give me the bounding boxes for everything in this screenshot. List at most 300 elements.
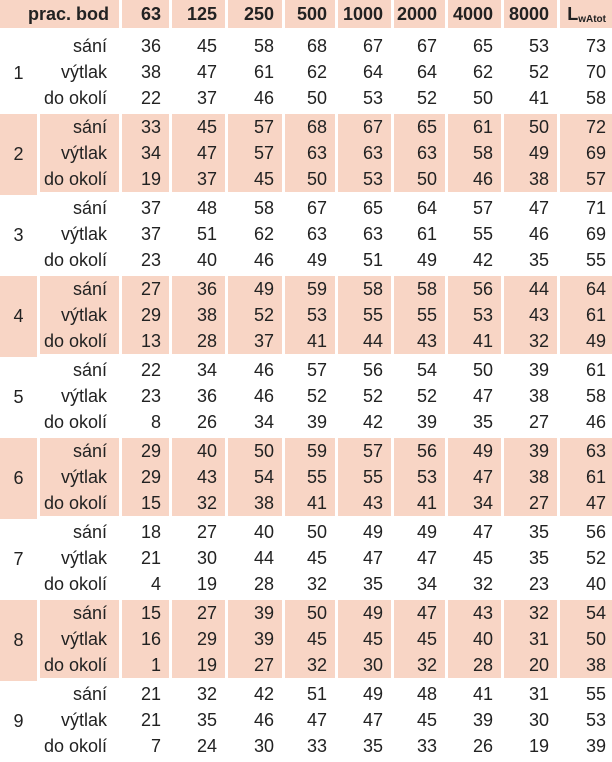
level-cell: 45 bbox=[394, 707, 448, 733]
level-cell: 43 bbox=[394, 328, 448, 357]
level-cell: 22 bbox=[122, 357, 172, 383]
row-label-intake: sání bbox=[40, 519, 122, 545]
level-cell: 42 bbox=[338, 409, 394, 438]
level-cell: 52 bbox=[394, 383, 448, 409]
level-cell: 58 bbox=[448, 140, 504, 166]
row-label-discharge: výtlak bbox=[40, 626, 122, 652]
level-cell: 43 bbox=[504, 302, 560, 328]
table-row bbox=[0, 571, 612, 600]
level-cell: 48 bbox=[172, 195, 228, 221]
row-label-ambient: do okolí bbox=[40, 85, 122, 114]
level-cell: 27 bbox=[504, 409, 560, 438]
level-cell: 64 bbox=[338, 59, 394, 85]
level-cell: 23 bbox=[122, 247, 172, 276]
level-cell: 39 bbox=[228, 626, 285, 652]
level-cell: 35 bbox=[504, 247, 560, 276]
level-cell: 58 bbox=[228, 33, 285, 59]
row-label-discharge: výtlak bbox=[40, 140, 122, 166]
total-level-cell: 73 bbox=[585, 35, 606, 56]
level-cell: 51 bbox=[172, 221, 228, 247]
row-label-discharge: výtlak bbox=[40, 707, 122, 733]
work-point-number: 2 bbox=[0, 114, 40, 195]
header-freq-250: 250 bbox=[228, 0, 285, 33]
level-cell: 29 bbox=[122, 464, 172, 490]
level-cell: 45 bbox=[338, 626, 394, 652]
level-cell: 36 bbox=[172, 276, 228, 302]
level-cell: 29 bbox=[122, 302, 172, 328]
total-level-cell: 70 bbox=[585, 61, 606, 82]
level-cell: 41 bbox=[285, 328, 338, 357]
level-cell: 53 bbox=[448, 302, 504, 328]
level-cell: 29 bbox=[172, 626, 228, 652]
header-freq-4000: 4000 bbox=[448, 0, 504, 33]
level-cell: 22 bbox=[122, 85, 172, 114]
level-cell: 49 bbox=[338, 681, 394, 707]
level-cell: 19 bbox=[172, 652, 228, 681]
row-label-discharge: výtlak bbox=[40, 545, 122, 571]
level-cell: 38 bbox=[172, 302, 228, 328]
row-label-intake: sání bbox=[40, 357, 122, 383]
level-cell: 63 bbox=[338, 221, 394, 247]
level-cell: 32 bbox=[285, 652, 338, 681]
work-point-number: 9 bbox=[0, 681, 40, 762]
table-row bbox=[0, 357, 612, 383]
row-label-intake: sání bbox=[40, 114, 122, 140]
level-cell: 47 bbox=[338, 545, 394, 571]
total-level-cell: 50 bbox=[560, 626, 612, 652]
level-cell: 59 bbox=[285, 276, 338, 302]
level-cell: 53 bbox=[338, 166, 394, 195]
level-cell: 40 bbox=[228, 519, 285, 545]
level-cell: 65 bbox=[448, 33, 504, 59]
level-cell: 50 bbox=[228, 438, 285, 464]
level-cell: 33 bbox=[122, 114, 172, 140]
level-cell: 50 bbox=[394, 166, 448, 195]
table-row bbox=[0, 221, 612, 247]
level-cell: 57 bbox=[228, 140, 285, 166]
level-cell: 34 bbox=[228, 409, 285, 438]
level-cell: 47 bbox=[448, 519, 504, 545]
level-cell: 53 bbox=[338, 85, 394, 114]
level-cell: 61 bbox=[448, 114, 504, 140]
level-cell: 39 bbox=[504, 438, 560, 464]
table-row bbox=[0, 545, 612, 571]
total-level-cell: 61 bbox=[560, 302, 612, 328]
level-cell: 41 bbox=[285, 490, 338, 519]
total-level-cell: 47 bbox=[560, 490, 612, 519]
row-label-discharge: výtlak bbox=[40, 221, 122, 247]
total-level-cell: 57 bbox=[560, 166, 612, 195]
row-label-discharge: výtlak bbox=[40, 59, 122, 85]
level-cell: 45 bbox=[172, 33, 228, 59]
work-point-number: 1 bbox=[0, 33, 40, 114]
level-cell: 34 bbox=[172, 357, 228, 383]
level-cell: 49 bbox=[448, 438, 504, 464]
level-cell: 26 bbox=[448, 733, 504, 762]
level-cell: 52 bbox=[285, 383, 338, 409]
level-cell: 33 bbox=[394, 733, 448, 762]
level-cell: 46 bbox=[504, 221, 560, 247]
table-header bbox=[0, 0, 612, 33]
level-cell: 46 bbox=[228, 357, 285, 383]
row-label-discharge: výtlak bbox=[40, 464, 122, 490]
row-label-ambient: do okolí bbox=[40, 571, 122, 600]
level-cell: 61 bbox=[394, 221, 448, 247]
total-level-cell: 46 bbox=[560, 409, 612, 438]
level-cell: 47 bbox=[448, 464, 504, 490]
work-point-number: 7 bbox=[0, 519, 40, 600]
level-cell: 39 bbox=[228, 600, 285, 626]
level-cell: 35 bbox=[172, 707, 228, 733]
row-label-intake: sání bbox=[40, 438, 122, 464]
row-label-intake: sání bbox=[40, 33, 122, 59]
total-level-cell: 53 bbox=[585, 709, 606, 730]
level-cell: 55 bbox=[338, 302, 394, 328]
level-cell: 46 bbox=[228, 707, 285, 733]
level-cell: 39 bbox=[504, 357, 560, 383]
header-freq-2000: 2000 bbox=[394, 0, 448, 33]
level-cell: 30 bbox=[504, 707, 560, 733]
level-cell: 43 bbox=[338, 490, 394, 519]
table-row bbox=[0, 195, 612, 221]
table-row bbox=[0, 140, 612, 166]
level-cell: 50 bbox=[285, 600, 338, 626]
level-cell: 67 bbox=[394, 33, 448, 59]
level-cell: 47 bbox=[285, 707, 338, 733]
level-cell: 47 bbox=[338, 707, 394, 733]
level-cell: 40 bbox=[172, 438, 228, 464]
level-cell: 55 bbox=[448, 221, 504, 247]
level-cell: 38 bbox=[504, 383, 560, 409]
level-cell: 50 bbox=[448, 85, 504, 114]
level-cell: 41 bbox=[394, 490, 448, 519]
level-cell: 58 bbox=[338, 276, 394, 302]
level-cell: 45 bbox=[285, 545, 338, 571]
level-cell: 47 bbox=[172, 59, 228, 85]
level-cell: 41 bbox=[504, 85, 560, 114]
level-cell: 7 bbox=[122, 733, 172, 762]
table-row bbox=[0, 302, 612, 328]
level-cell: 28 bbox=[228, 571, 285, 600]
level-cell: 53 bbox=[504, 33, 560, 59]
level-cell: 46 bbox=[228, 247, 285, 276]
level-cell: 49 bbox=[504, 140, 560, 166]
level-cell: 19 bbox=[172, 571, 228, 600]
level-cell: 35 bbox=[448, 409, 504, 438]
total-level-cell: 72 bbox=[560, 114, 612, 140]
level-cell: 44 bbox=[338, 328, 394, 357]
table-row bbox=[0, 409, 612, 438]
level-cell: 35 bbox=[338, 733, 394, 762]
level-cell: 29 bbox=[122, 438, 172, 464]
level-cell: 62 bbox=[228, 221, 285, 247]
level-cell: 38 bbox=[228, 490, 285, 519]
level-cell: 51 bbox=[338, 247, 394, 276]
level-cell: 50 bbox=[285, 166, 338, 195]
total-level-cell: 63 bbox=[560, 438, 612, 464]
level-cell: 43 bbox=[448, 600, 504, 626]
row-label-ambient: do okolí bbox=[40, 652, 122, 681]
level-cell: 47 bbox=[172, 140, 228, 166]
level-cell: 47 bbox=[394, 545, 448, 571]
level-cell: 54 bbox=[394, 357, 448, 383]
total-level-cell: 52 bbox=[585, 547, 606, 568]
level-cell: 63 bbox=[338, 140, 394, 166]
header-total-level bbox=[560, 0, 612, 33]
level-cell: 49 bbox=[285, 247, 338, 276]
table-row bbox=[0, 519, 612, 545]
level-cell: 55 bbox=[394, 302, 448, 328]
level-cell: 35 bbox=[504, 519, 560, 545]
level-cell: 56 bbox=[448, 276, 504, 302]
level-cell: 68 bbox=[285, 33, 338, 59]
level-cell: 15 bbox=[122, 490, 172, 519]
level-cell: 63 bbox=[285, 140, 338, 166]
level-cell: 32 bbox=[172, 681, 228, 707]
table-row bbox=[0, 328, 612, 357]
level-cell: 21 bbox=[122, 681, 172, 707]
total-level-cell: 58 bbox=[585, 385, 606, 406]
level-cell: 37 bbox=[172, 166, 228, 195]
level-cell: 39 bbox=[448, 707, 504, 733]
table-row bbox=[0, 600, 612, 626]
level-cell: 38 bbox=[504, 464, 560, 490]
total-subscript: wAtot bbox=[578, 13, 606, 25]
level-cell: 20 bbox=[504, 652, 560, 681]
level-cell: 30 bbox=[228, 733, 285, 762]
table-row bbox=[0, 33, 612, 59]
level-cell: 36 bbox=[172, 383, 228, 409]
level-cell: 32 bbox=[504, 600, 560, 626]
level-cell: 57 bbox=[285, 357, 338, 383]
row-label-intake: sání bbox=[40, 600, 122, 626]
level-cell: 49 bbox=[394, 519, 448, 545]
row-label-discharge: výtlak bbox=[40, 383, 122, 409]
level-cell: 55 bbox=[285, 464, 338, 490]
level-cell: 39 bbox=[394, 409, 448, 438]
level-cell: 23 bbox=[122, 383, 172, 409]
level-cell: 21 bbox=[122, 545, 172, 571]
row-label-ambient: do okolí bbox=[40, 409, 122, 438]
level-cell: 27 bbox=[504, 490, 560, 519]
table-row bbox=[0, 707, 612, 733]
level-cell: 54 bbox=[228, 464, 285, 490]
table-row bbox=[0, 652, 612, 681]
level-cell: 32 bbox=[285, 571, 338, 600]
level-cell: 49 bbox=[228, 276, 285, 302]
level-cell: 45 bbox=[172, 114, 228, 140]
table-row bbox=[0, 438, 612, 464]
level-cell: 50 bbox=[285, 85, 338, 114]
total-label: L bbox=[567, 3, 579, 24]
level-cell: 57 bbox=[338, 438, 394, 464]
level-cell: 68 bbox=[285, 114, 338, 140]
level-cell: 50 bbox=[448, 357, 504, 383]
level-cell: 27 bbox=[228, 652, 285, 681]
level-cell: 32 bbox=[172, 490, 228, 519]
level-cell: 52 bbox=[504, 59, 560, 85]
level-cell: 47 bbox=[504, 195, 560, 221]
level-cell: 43 bbox=[172, 464, 228, 490]
total-level-cell: 69 bbox=[560, 140, 612, 166]
level-cell: 28 bbox=[172, 328, 228, 357]
level-cell: 27 bbox=[172, 600, 228, 626]
header-freq-63: 63 bbox=[122, 0, 172, 33]
level-cell: 37 bbox=[122, 221, 172, 247]
level-cell: 27 bbox=[122, 276, 172, 302]
header-row bbox=[0, 0, 612, 33]
level-cell: 45 bbox=[448, 545, 504, 571]
total-level-cell: 39 bbox=[560, 733, 612, 762]
level-cell: 39 bbox=[285, 409, 338, 438]
level-cell: 24 bbox=[172, 733, 228, 762]
level-cell: 40 bbox=[172, 247, 228, 276]
level-cell: 49 bbox=[338, 600, 394, 626]
row-label-intake: sání bbox=[40, 195, 122, 221]
table-row bbox=[0, 114, 612, 140]
level-cell: 49 bbox=[338, 519, 394, 545]
level-cell: 63 bbox=[394, 140, 448, 166]
level-cell: 37 bbox=[228, 328, 285, 357]
table-row bbox=[0, 464, 612, 490]
table-row bbox=[0, 383, 612, 409]
level-cell: 67 bbox=[338, 114, 394, 140]
level-cell: 41 bbox=[448, 681, 504, 707]
level-cell: 61 bbox=[228, 59, 285, 85]
level-cell: 4 bbox=[122, 571, 172, 600]
total-level-cell: 61 bbox=[560, 464, 612, 490]
level-cell: 42 bbox=[448, 247, 504, 276]
level-cell: 44 bbox=[228, 545, 285, 571]
level-cell: 67 bbox=[338, 33, 394, 59]
table-row bbox=[0, 85, 612, 114]
row-label-intake: sání bbox=[40, 276, 122, 302]
level-cell: 57 bbox=[448, 195, 504, 221]
level-cell: 56 bbox=[394, 438, 448, 464]
level-cell: 28 bbox=[448, 652, 504, 681]
level-cell: 52 bbox=[394, 85, 448, 114]
level-cell: 53 bbox=[394, 464, 448, 490]
table-row bbox=[0, 681, 612, 707]
level-cell: 35 bbox=[504, 545, 560, 571]
level-cell: 45 bbox=[228, 166, 285, 195]
level-cell: 53 bbox=[285, 302, 338, 328]
level-cell: 19 bbox=[504, 733, 560, 762]
level-cell: 62 bbox=[448, 59, 504, 85]
table-body bbox=[0, 33, 612, 762]
header-freq-8000: 8000 bbox=[504, 0, 560, 33]
row-label-ambient: do okolí bbox=[40, 490, 122, 519]
level-cell: 35 bbox=[338, 571, 394, 600]
table-row bbox=[0, 276, 612, 302]
level-cell: 56 bbox=[338, 357, 394, 383]
level-cell: 40 bbox=[448, 626, 504, 652]
level-cell: 42 bbox=[228, 681, 285, 707]
level-cell: 38 bbox=[122, 59, 172, 85]
level-cell: 34 bbox=[448, 490, 504, 519]
level-cell: 50 bbox=[285, 519, 338, 545]
level-cell: 47 bbox=[394, 600, 448, 626]
level-cell: 63 bbox=[285, 221, 338, 247]
level-cell: 8 bbox=[122, 409, 172, 438]
row-label-discharge: výtlak bbox=[40, 302, 122, 328]
total-level-cell: 38 bbox=[560, 652, 612, 681]
work-point-number: 6 bbox=[0, 438, 40, 519]
level-cell: 45 bbox=[394, 626, 448, 652]
level-cell: 36 bbox=[122, 33, 172, 59]
level-cell: 41 bbox=[448, 328, 504, 357]
row-label-ambient: do okolí bbox=[40, 328, 122, 357]
total-level-cell: 55 bbox=[585, 683, 606, 704]
level-cell: 32 bbox=[394, 652, 448, 681]
level-cell: 19 bbox=[122, 166, 172, 195]
level-cell: 32 bbox=[448, 571, 504, 600]
work-point-number: 3 bbox=[0, 195, 40, 276]
level-cell: 64 bbox=[394, 195, 448, 221]
row-label-ambient: do okolí bbox=[40, 166, 122, 195]
level-cell: 31 bbox=[504, 626, 560, 652]
table-row bbox=[0, 247, 612, 276]
row-label-ambient: do okolí bbox=[40, 247, 122, 276]
work-point-number: 5 bbox=[0, 357, 40, 438]
level-cell: 38 bbox=[504, 166, 560, 195]
row-label-intake: sání bbox=[40, 681, 122, 707]
level-cell: 1 bbox=[122, 652, 172, 681]
level-cell: 30 bbox=[338, 652, 394, 681]
level-cell: 46 bbox=[448, 166, 504, 195]
table-row bbox=[0, 733, 612, 762]
level-cell: 58 bbox=[228, 195, 285, 221]
total-level-cell: 56 bbox=[585, 521, 606, 542]
level-cell: 52 bbox=[338, 383, 394, 409]
work-point-number: 4 bbox=[0, 276, 40, 357]
table-row bbox=[0, 166, 612, 195]
level-cell: 55 bbox=[338, 464, 394, 490]
level-cell: 47 bbox=[448, 383, 504, 409]
total-level-cell: 55 bbox=[560, 247, 612, 276]
level-cell: 33 bbox=[285, 733, 338, 762]
total-level-cell: 64 bbox=[560, 276, 612, 302]
total-level-cell: 40 bbox=[560, 571, 612, 600]
table-row bbox=[0, 490, 612, 519]
total-level-cell: 71 bbox=[585, 197, 606, 218]
level-cell: 65 bbox=[338, 195, 394, 221]
row-label-ambient: do okolí bbox=[40, 733, 122, 762]
level-cell: 48 bbox=[394, 681, 448, 707]
level-cell: 37 bbox=[122, 195, 172, 221]
table-row bbox=[0, 626, 612, 652]
level-cell: 26 bbox=[172, 409, 228, 438]
level-cell: 65 bbox=[394, 114, 448, 140]
level-cell: 13 bbox=[122, 328, 172, 357]
level-cell: 34 bbox=[394, 571, 448, 600]
level-cell: 46 bbox=[228, 85, 285, 114]
level-cell: 64 bbox=[394, 59, 448, 85]
header-freq-500: 500 bbox=[285, 0, 338, 33]
level-cell: 23 bbox=[504, 571, 560, 600]
level-cell: 16 bbox=[122, 626, 172, 652]
level-cell: 15 bbox=[122, 600, 172, 626]
level-cell: 18 bbox=[122, 519, 172, 545]
level-cell: 45 bbox=[285, 626, 338, 652]
level-cell: 51 bbox=[285, 681, 338, 707]
level-cell: 59 bbox=[285, 438, 338, 464]
total-level-cell: 49 bbox=[560, 328, 612, 357]
level-cell: 49 bbox=[394, 247, 448, 276]
level-cell: 32 bbox=[504, 328, 560, 357]
total-level-cell: 61 bbox=[585, 359, 606, 380]
work-point-number: 8 bbox=[0, 600, 40, 681]
